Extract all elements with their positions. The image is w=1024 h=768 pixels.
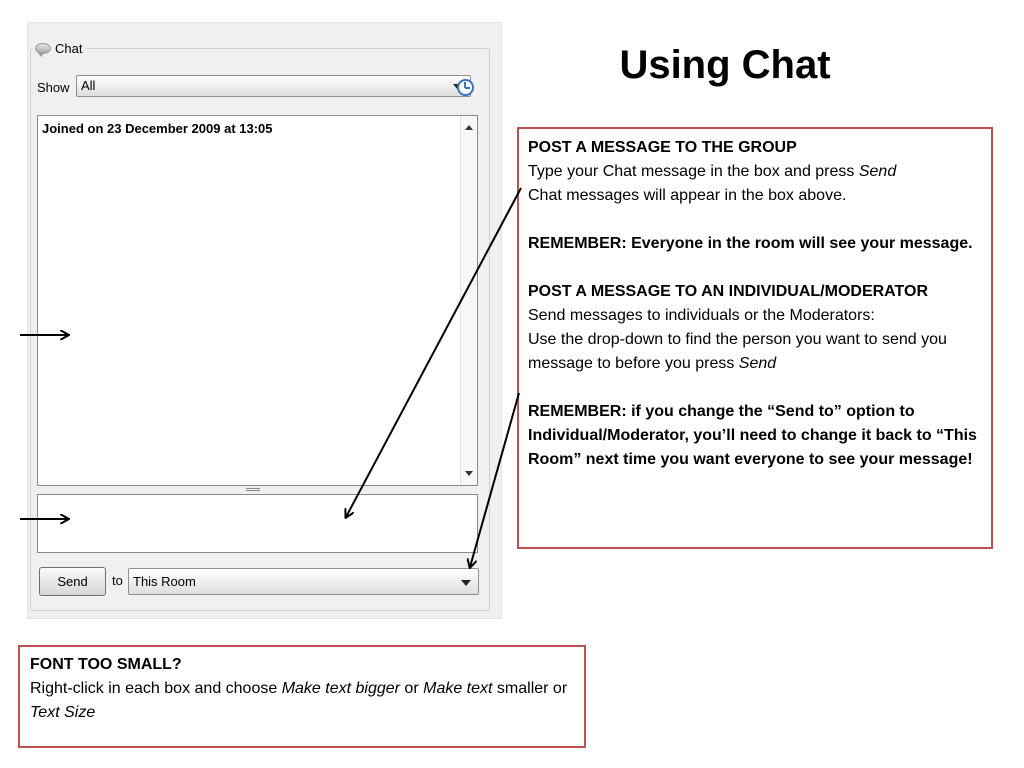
chevron-down-icon xyxy=(461,580,471,586)
chat-title: Chat xyxy=(55,40,83,56)
show-filter-value: All xyxy=(81,78,96,93)
group-heading: POST A MESSAGE TO THE GROUP xyxy=(528,139,797,156)
history-clock-icon[interactable] xyxy=(457,79,474,96)
chat-bubble-icon xyxy=(35,43,51,54)
group-instruction-1: Type your Chat message in the box and press Send xyxy=(528,163,897,180)
instructions-callout xyxy=(517,127,993,549)
slide-title: Using Chat xyxy=(619,43,831,87)
individual-heading: POST A MESSAGE TO AN INDIVIDUAL/MODERATOR xyxy=(528,283,929,300)
send-to-label: to xyxy=(112,573,123,588)
messages-scrollbar[interactable] xyxy=(460,116,477,485)
chat-messages-box[interactable] xyxy=(37,115,478,486)
chat-message: Joined on 23 December 2009 at 13:05 xyxy=(42,121,273,136)
scroll-up-icon[interactable] xyxy=(465,125,473,130)
font-size-callout xyxy=(18,645,586,748)
font-instruction: Right-click in each box and choose Make text bigger or Make text smaller or Text Size xyxy=(30,680,568,721)
individual-instruction-1: Send messages to individuals or the Moderators: xyxy=(528,307,875,324)
remember-group-note: REMEMBER: Everyone in the room will see your message. xyxy=(528,235,973,252)
scroll-down-icon[interactable] xyxy=(465,471,473,476)
font-heading: FONT TOO SMALL? xyxy=(30,656,182,673)
group-instruction-2: Chat messages will appear in the box above. xyxy=(528,187,847,204)
show-filter-dropdown[interactable] xyxy=(76,75,471,97)
pane-splitter-handle[interactable] xyxy=(246,488,260,491)
individual-instruction-2: Use the drop-down to find the person you want to send you message to before you press Send xyxy=(528,331,947,372)
send-button[interactable]: Send xyxy=(39,567,106,596)
show-label: Show xyxy=(37,80,70,95)
chat-message-input[interactable] xyxy=(37,494,478,553)
send-to-value: This Room xyxy=(133,574,196,589)
remember-send-to-note: REMEMBER: if you change the “Send to” option to Individual/Moderator, you’ll need to change it back to “This Room” next time you want everyone to see your message! xyxy=(528,403,977,468)
chat-header xyxy=(33,38,86,58)
send-to-dropdown[interactable] xyxy=(128,568,479,595)
